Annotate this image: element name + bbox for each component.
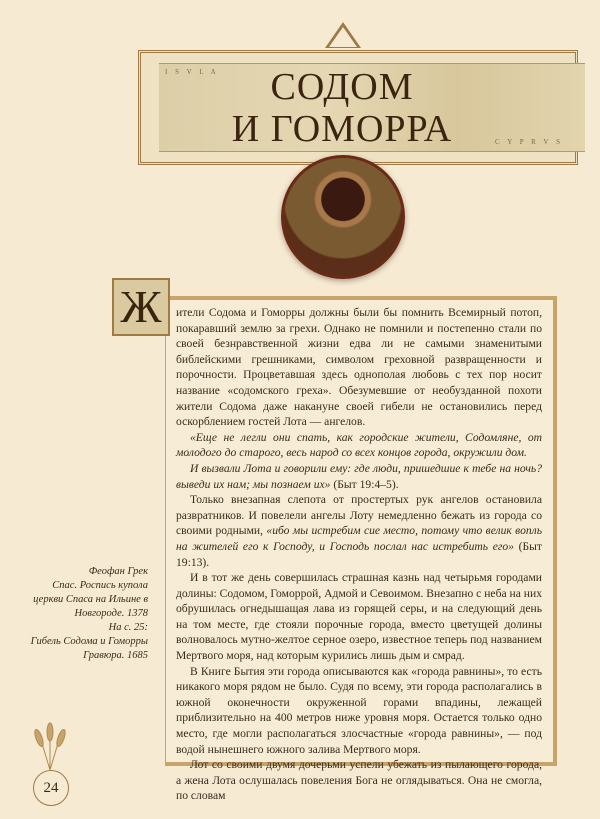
drop-cap: Ж xyxy=(112,278,170,336)
page-number: 24 xyxy=(33,770,69,806)
title-banner xyxy=(138,50,578,165)
icon-medallion-image xyxy=(281,155,405,279)
caption-line: На с. 25: xyxy=(108,622,148,633)
quote-text: И вызвали Лота и говорили ему: где люди, пришедшие к тебе на ночь? выведи их нам; мы познаем их» xyxy=(176,461,542,491)
quote-paragraph xyxy=(176,461,542,492)
body-text xyxy=(176,305,542,804)
page-title-line2: И ГОМОРРА xyxy=(231,108,453,150)
wheat-ornament-icon xyxy=(30,720,70,770)
map-label: C Y P R V S xyxy=(495,138,563,146)
image-caption xyxy=(20,565,148,663)
paragraph xyxy=(176,492,542,570)
caption-line: Гравюра. 1685 xyxy=(83,650,148,661)
map-background xyxy=(159,63,585,152)
page-title-line1: СОДОМ xyxy=(270,66,414,108)
paragraph: ители Содома и Гоморры должны были бы помнить Всемирный потоп, покаравший землю за грехи. Однако не помнили и постепенно стали по своей безнравственной жизни едва ли не самыми знаменитыми библейскими грешниками, символом греховной развращенности и порочности. Процветавшая здесь однополая любовь с тех пор носит название «содомского греха». Обезумевшие от необузданной похоти жители Содома даже накануне своей гибели не остановились перед оскорблением гостей Лота — ангелов. xyxy=(176,306,542,429)
paragraph: В Книге Бытия эти города описываются как «города равнины», то есть никакого моря рядом не было. Судя по всему, эти города располагались в южной оконечности окруженной горами впадины, лежащей приблизительно на 400 метров ниже уровня моря. Остается только одно место, где могли располагаться злосчастные «города равнины», — под водой нынешнего южного залива Мертвого моря. xyxy=(176,664,542,756)
paragraph: Лот со своими двумя дочерьми успели убежать из пылающего города, а жена Лота ослушалась повеления Бога не оглядываться. Она не смогла, по словам xyxy=(176,758,542,803)
citation: (Быт 19:4–5). xyxy=(330,477,399,491)
paragraph: И в тот же день совершилась страшная казнь над четырьмя городами долины: Содомом, Гоморрой, Адмой и Севоимом. Внезапно с неба на них обрушилась огнедышащая лава из горящей серы, и на следующий день на том месте, где стояли порочные города, вместо цветущей долины волновалось мутно-желтое серное озеро, известное теперь под названием Мертвого моря, над которым курились лишь дым и смрад. xyxy=(176,571,542,663)
quote-paragraph: «Еще не легли они спать, как городские жители, Содомляне, от молодого до старого, весь народ со всех концов города, окружили дом. xyxy=(176,430,542,460)
paragraph-text: Только внезапная слепота от простертых рук ангелов остановила развратников. И повелели ангелы Лоту немедленно бежать из города со своими родными, xyxy=(176,493,542,538)
caption-line: Спас. Роспись купола церкви Спаса на Ильине в Новгороде. 1378 xyxy=(33,580,148,619)
citation: (Быт 19:13). xyxy=(176,539,542,569)
caption-line: Феофан Грек xyxy=(88,566,148,577)
quote-text: «ибо мы истребим сие место, потому что велик вопль на жителей его к Господу, и Господь послал нас истребить его» xyxy=(176,524,542,553)
banner-ornament-peak xyxy=(325,22,361,48)
map-label: I S V L A xyxy=(165,68,219,76)
caption-line: Гибель Содома и Гоморры xyxy=(30,636,148,647)
